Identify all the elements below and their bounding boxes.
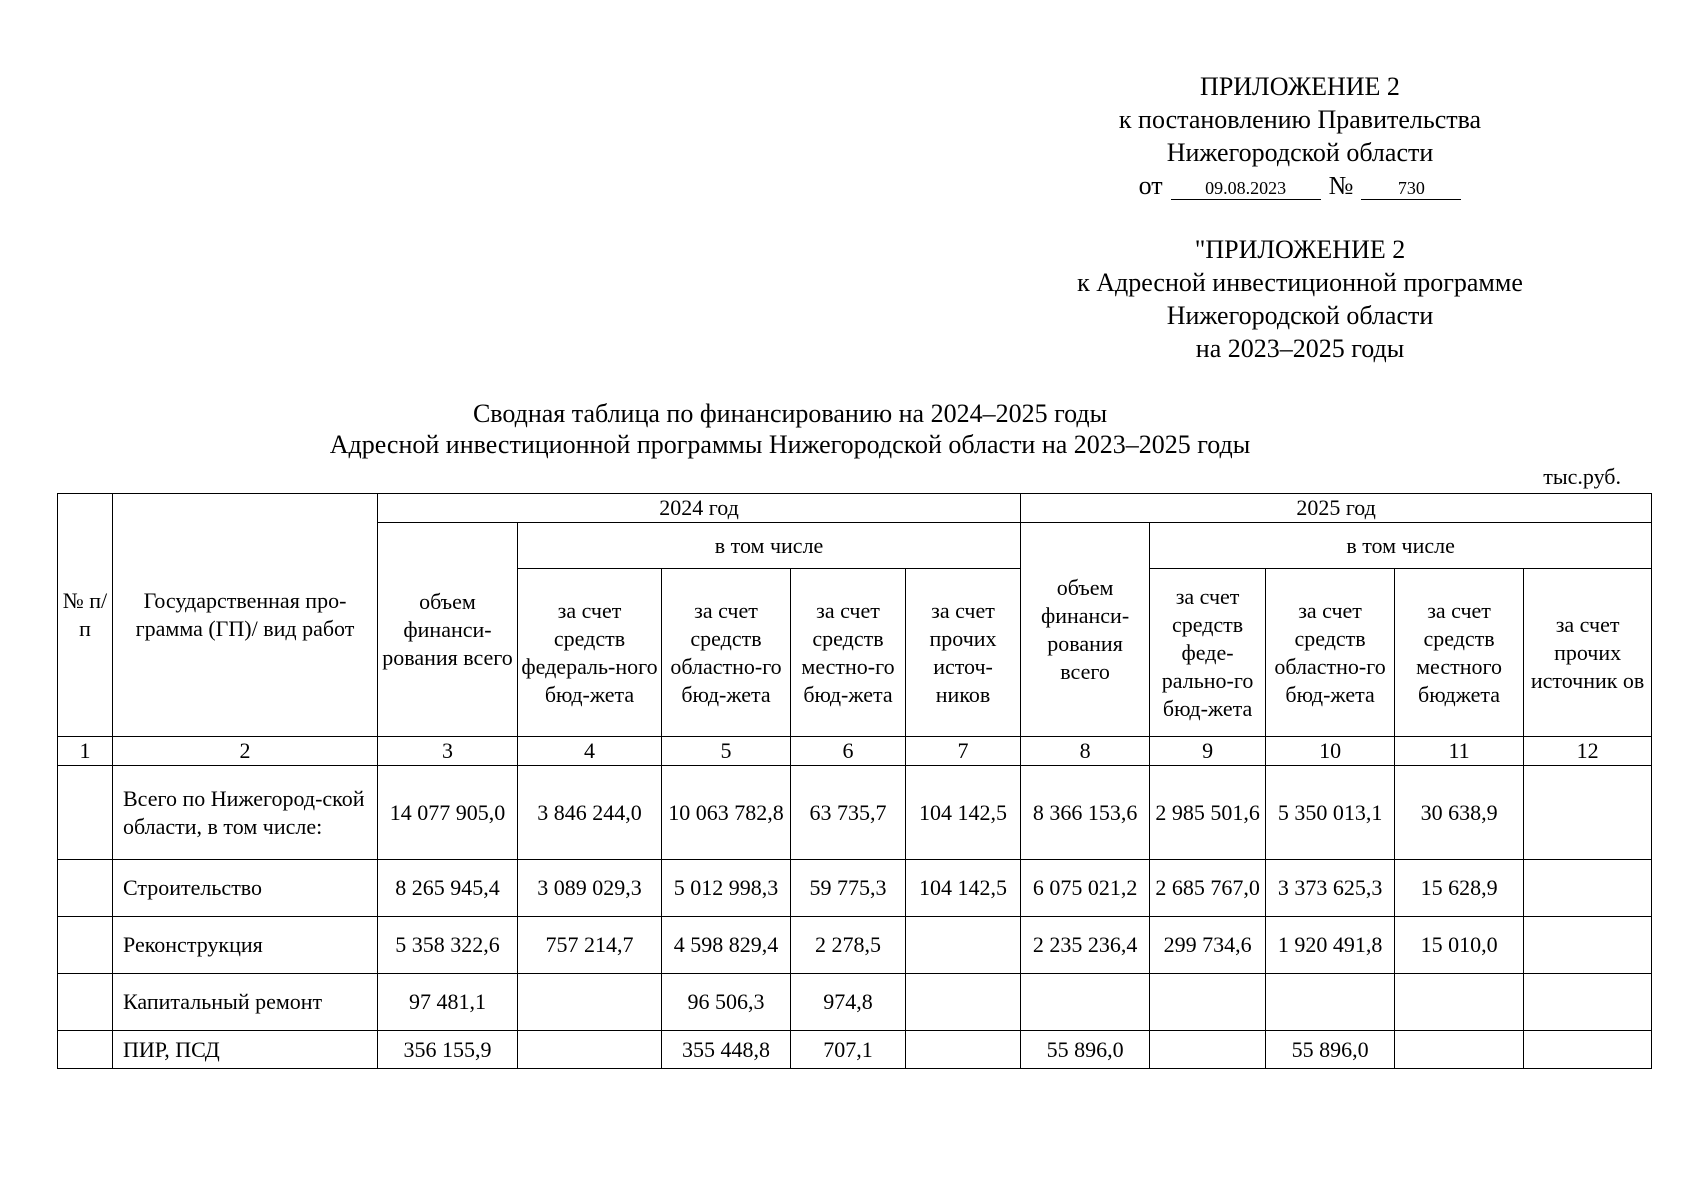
cell-2024-total: 8 265 945,4 <box>378 860 518 917</box>
appendix-title: ПРИЛОЖЕНИЕ 2 <box>1200 72 1400 101</box>
header-2024-other: за счет прочих источ-ников <box>906 569 1021 737</box>
decree-number: 730 <box>1361 177 1461 200</box>
cell-2025-local <box>1395 1031 1524 1069</box>
program-appendix-period: на 2023–2025 годы <box>1195 334 1405 363</box>
cell-2024-regional: 4 598 829,4 <box>662 917 791 974</box>
cell-2024-federal: 757 214,7 <box>518 917 662 974</box>
table-row-construction <box>58 860 1652 917</box>
decree-appendix-header <box>1000 70 1600 202</box>
table-row-design-survey <box>58 1031 1652 1069</box>
row-label: Капитальный ремонт <box>113 974 378 1031</box>
cell-2024-other <box>906 917 1021 974</box>
units-label: тыс.руб. <box>1543 464 1621 489</box>
cell-2025-federal: 2 985 501,6 <box>1150 766 1266 860</box>
header-col-program: Государственная про-грамма (ГП)/ вид работ <box>113 494 378 737</box>
column-number: 10 <box>1266 737 1395 766</box>
column-number: 2 <box>113 737 378 766</box>
row-label: Строительство <box>113 860 378 917</box>
cell-2025-regional: 5 350 013,1 <box>1266 766 1395 860</box>
cell-2025-other <box>1524 1031 1652 1069</box>
header-2025-including: в том числе <box>1150 523 1652 569</box>
cell-2024-federal <box>518 974 662 1031</box>
program-appendix-region: Нижегородской области <box>1166 301 1434 330</box>
cell-2024-total: 97 481,1 <box>378 974 518 1031</box>
from-label: от <box>1138 171 1163 200</box>
cell-2025-local: 15 628,9 <box>1395 860 1524 917</box>
cell-2025-federal: 299 734,6 <box>1150 917 1266 974</box>
cell-2025-federal: 2 685 767,0 <box>1150 860 1266 917</box>
cell-2024-total: 356 155,9 <box>378 1031 518 1069</box>
column-number: 7 <box>906 737 1021 766</box>
cell-2024-local: 59 775,3 <box>791 860 906 917</box>
row-label: Всего по Нижегород-ской области, в том числе: <box>113 766 378 860</box>
cell-2024-federal: 3 846 244,0 <box>518 766 662 860</box>
decree-date-number-line <box>1000 169 1600 202</box>
row-label: Реконструкция <box>113 917 378 974</box>
row-number <box>58 766 113 860</box>
row-number <box>58 1031 113 1069</box>
cell-2025-other <box>1524 974 1652 1031</box>
header-2024-total: объем финанси-рования всего <box>378 523 518 737</box>
appendix-region: Нижегородской области <box>1166 138 1434 167</box>
header-2025-federal: за счет средств феде-рально-го бюд-жета <box>1150 569 1266 737</box>
header-2024-federal: за счет средств федераль-ного бюд-жета <box>518 569 662 737</box>
header-2024-local: за счет средств местно-го бюд-жета <box>791 569 906 737</box>
cell-2024-federal: 3 089 029,3 <box>518 860 662 917</box>
cell-2024-federal <box>518 1031 662 1069</box>
cell-2024-regional: 10 063 782,8 <box>662 766 791 860</box>
column-number-row <box>58 737 1652 766</box>
cell-2025-regional: 55 896,0 <box>1266 1031 1395 1069</box>
cell-2025-total <box>1021 974 1150 1031</box>
header-row-years <box>58 494 1652 523</box>
appendix-subtitle: к постановлению Правительства <box>1118 105 1482 134</box>
cell-2025-local <box>1395 974 1524 1031</box>
cell-2025-total: 2 235 236,4 <box>1021 917 1150 974</box>
column-number: 8 <box>1021 737 1150 766</box>
cell-2025-regional: 3 373 625,3 <box>1266 860 1395 917</box>
cell-2024-regional: 355 448,8 <box>662 1031 791 1069</box>
cell-2024-local: 2 278,5 <box>791 917 906 974</box>
header-col-number: № п/п <box>58 494 113 737</box>
row-number <box>58 860 113 917</box>
cell-2025-regional: 1 920 491,8 <box>1266 917 1395 974</box>
financing-table <box>57 493 1652 1069</box>
column-number: 3 <box>378 737 518 766</box>
table-title-line-1: Сводная таблица по финансированию на 2024–2025 годы <box>472 399 1108 428</box>
program-appendix-title: "ПРИЛОЖЕНИЕ 2 <box>1194 235 1406 264</box>
program-appendix-header <box>1000 233 1600 365</box>
column-number: 9 <box>1150 737 1266 766</box>
column-number: 11 <box>1395 737 1524 766</box>
header-2024-regional: за счет средств областно-го бюд-жета <box>662 569 791 737</box>
cell-2024-total: 5 358 322,6 <box>378 917 518 974</box>
number-sign: № <box>1328 171 1354 200</box>
cell-2024-local: 974,8 <box>791 974 906 1031</box>
cell-2024-other <box>906 1031 1021 1069</box>
cell-2024-local: 63 735,7 <box>791 766 906 860</box>
cell-2025-regional <box>1266 974 1395 1031</box>
decree-date: 09.08.2023 <box>1171 177 1321 200</box>
cell-2025-total: 55 896,0 <box>1021 1031 1150 1069</box>
header-2025-regional: за счет средств областно-го бюд-жета <box>1266 569 1395 737</box>
row-label: ПИР, ПСД <box>113 1031 378 1069</box>
cell-2025-federal <box>1150 1031 1266 1069</box>
table-title <box>0 398 1580 460</box>
table-row-capital-repair <box>58 974 1652 1031</box>
table-title-line-2: Адресной инвестиционной программы Нижегородской области на 2023–2025 годы <box>329 430 1251 459</box>
cell-2025-other <box>1524 766 1652 860</box>
program-appendix-subtitle: к Адресной инвестиционной программе <box>1077 268 1523 297</box>
header-2025-other: за счет прочих источник ов <box>1524 569 1652 737</box>
table-row-reconstruction <box>58 917 1652 974</box>
cell-2024-other: 104 142,5 <box>906 860 1021 917</box>
column-number: 1 <box>58 737 113 766</box>
cell-2025-local: 30 638,9 <box>1395 766 1524 860</box>
table-row-total <box>58 766 1652 860</box>
cell-2025-federal <box>1150 974 1266 1031</box>
column-number: 6 <box>791 737 906 766</box>
cell-2025-other <box>1524 917 1652 974</box>
cell-2025-local: 15 010,0 <box>1395 917 1524 974</box>
cell-2024-other: 104 142,5 <box>906 766 1021 860</box>
cell-2025-total: 6 075 021,2 <box>1021 860 1150 917</box>
cell-2025-other <box>1524 860 1652 917</box>
cell-2024-regional: 5 012 998,3 <box>662 860 791 917</box>
cell-2025-total: 8 366 153,6 <box>1021 766 1150 860</box>
column-number: 4 <box>518 737 662 766</box>
header-2024-including: в том числе <box>518 523 1021 569</box>
cell-2024-total: 14 077 905,0 <box>378 766 518 860</box>
cell-2024-other <box>906 974 1021 1031</box>
header-year-2025: 2025 год <box>1021 494 1652 523</box>
header-2025-total: объем финанси-рования всего <box>1021 523 1150 737</box>
cell-2024-local: 707,1 <box>791 1031 906 1069</box>
row-number <box>58 974 113 1031</box>
cell-2024-regional: 96 506,3 <box>662 974 791 1031</box>
column-number: 5 <box>662 737 791 766</box>
header-year-2024: 2024 год <box>378 494 1021 523</box>
row-number <box>58 917 113 974</box>
header-2025-local: за счет средств местного бюджета <box>1395 569 1524 737</box>
column-number: 12 <box>1524 737 1652 766</box>
